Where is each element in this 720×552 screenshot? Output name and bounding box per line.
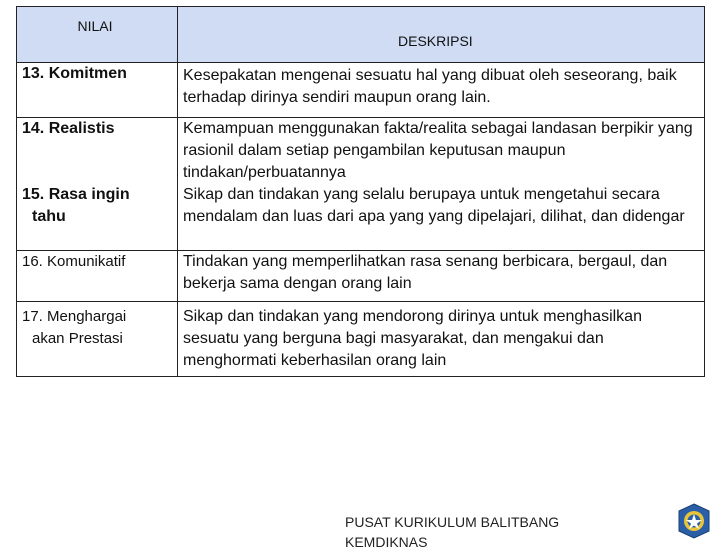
values-table — [16, 6, 705, 377]
value-description: Kesepakatan mengenai sesuatu hal yang dibuat oleh seseorang, baik terhadap dirinya sendiri maupun orang lain. — [178, 63, 705, 118]
value-name-line2: tahu — [32, 208, 66, 225]
header-deskripsi-label: DESKRIPSI — [398, 32, 473, 49]
value-name: 14. Realistis — [17, 118, 178, 185]
value-description: Sikap dan tindakan yang mendorong dirinya untuk menghasilkan sesuatu yang berguna bagi masyarakat, dan mengakui dan menghormati keberhasilan orang lain — [178, 302, 705, 377]
table-row — [17, 118, 705, 185]
value-name: 13. Komitmen — [17, 63, 178, 118]
header-nilai — [17, 7, 178, 63]
table-row — [17, 184, 705, 251]
value-name — [17, 184, 178, 251]
value-name-line2: akan Prestasi — [32, 330, 123, 347]
value-name: 16. Komunikatif — [17, 251, 178, 302]
footer-text: PUSAT KURIKULUM BALITBANG KEMDIKNAS — [345, 514, 560, 550]
value-name — [17, 302, 178, 377]
kemdiknas-logo-icon — [676, 503, 712, 539]
value-name-line1: 17. Menghargai — [22, 308, 127, 325]
table-row — [17, 302, 705, 377]
header-nilai-label: NILAI — [77, 18, 113, 34]
table-header-row — [17, 7, 705, 63]
table-row — [17, 251, 705, 302]
value-description: Tindakan yang memperlihatkan rasa senang berbicara, bergaul, dan bekerja sama dengan orang lain — [178, 251, 705, 302]
value-description: Sikap dan tindakan yang selalu berupaya untuk mengetahui secara mendalam dan luas dari apa yang yang dipelajari, dilihat, dan didengar — [178, 184, 705, 251]
table-row — [17, 63, 705, 118]
header-deskripsi — [178, 7, 705, 63]
value-description: Kemampuan menggunakan fakta/realita sebagai landasan berpikir yang rasionil dalam setiap pengambilan keputusan maupun tindakan/perbuatannya — [178, 118, 705, 185]
value-name-line1: 15. Rasa ingin — [22, 186, 130, 203]
